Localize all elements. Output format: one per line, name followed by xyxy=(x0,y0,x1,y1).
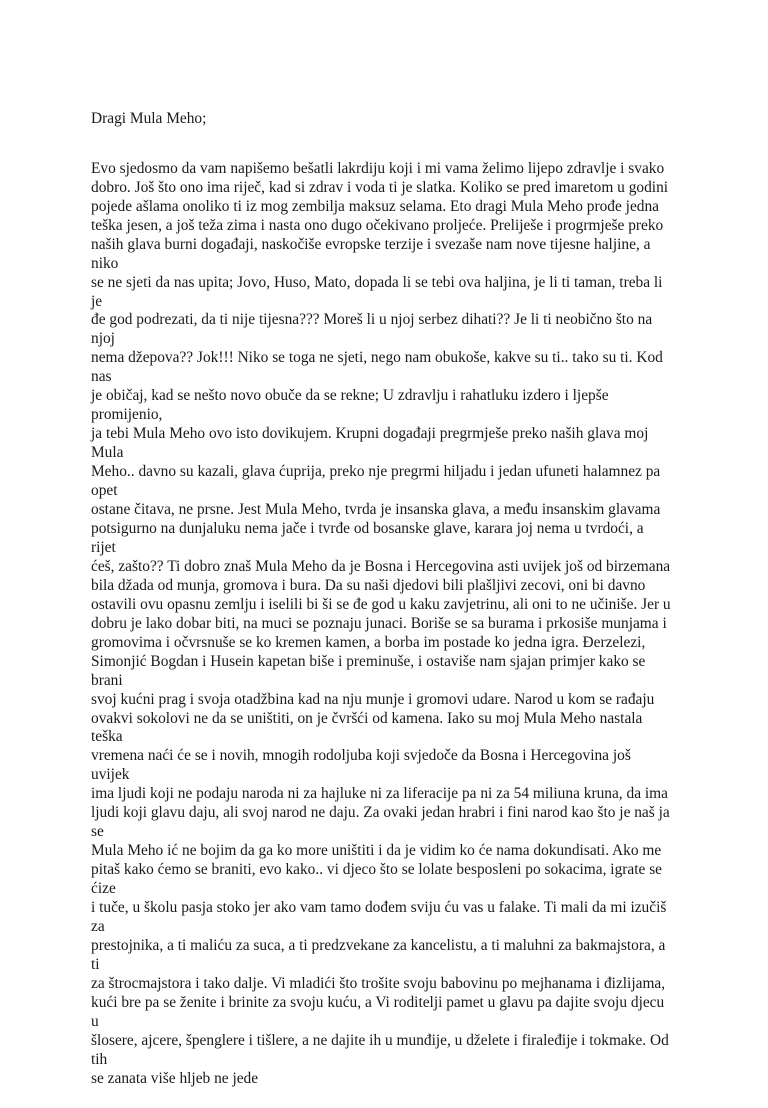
letter-body-line: bila džada od munja, gromova i bura. Da su naši djedovi bili plašljivi zecovi, oni bi davno xyxy=(91,576,646,594)
letter-body-line: ostavili ovu opasnu zemlju i iselili bi ši se đe god u kaku zavjetrinu, ali oni to ne učiniše. Jer u xyxy=(91,595,671,613)
letter-body-line: Evo sjedosmo da vam napišemo bešatli lakrdiju koji i mi vama želimo lijepo zdravlje i svako xyxy=(91,159,665,177)
letter-body xyxy=(91,160,671,1089)
letter-body-line: prestojnika, a ti maliću za suca, a ti predzvekane za kancelistu, a ti maluhni za bakmajstora, a ti xyxy=(91,936,666,973)
letter-body-line: ima ljudi koji ne podaju naroda ni za hajluke ni za liferacije pa ni za 54 miliuna kruna, da ima xyxy=(91,785,668,803)
letter-body-line: je običaj, kad se nešto novo obuče da se rekne; U zdravlju i rahatluku izdero i ljepše promijenio, xyxy=(91,387,609,424)
letter-body-line: Mula Meho ić ne bojim da ga ko more uništiti i da je vidim ko će nama dokundisati. Ako me xyxy=(91,842,662,860)
letter-body-line: đe god podrezati, da ti nije tijesna??? Moreš li u njoj serbez dihati?? Je li ti neobično što na njoj xyxy=(91,311,653,348)
letter-body-line: Simonjić Bogdan i Husein kapetan biše i preminuše, i ostaviše nam sjajan primjer kako se brani xyxy=(91,652,646,689)
letter-body-line: potsigurno na dunjaluku nema jače i tvrđe od bosanske glave, karara joj nema u tvrdoći, a rijet xyxy=(91,519,644,556)
letter-body-line: teška jesen, a još teža zima i nasta ono dugo očekivano proljeće. Preliješe i progrmješe preko xyxy=(91,216,664,234)
letter-body-line: vremena naći će se i novih, mnogih rodoljuba koji svjedoče da Bosna i Hercegovina još uvijek xyxy=(91,747,631,784)
letter-body-line: svoj kućni prag i svoja otadžbina kad na nju munje i gromovi udare. Narod u kom se rađaju xyxy=(91,690,655,708)
letter-content xyxy=(91,91,671,1108)
letter-body-line: naših glava burni događaji, naskočiše evropske terzije i svezaše nam nove tijesne haljine, a niko xyxy=(91,235,651,272)
letter-body-line: dobru je lako dobar biti, na muci se poznaju junaci. Boriše se sa burama i prkosiše munjama i xyxy=(91,614,667,632)
letter-body-line: pitaš kako ćemo se braniti, evo kako.. vi djeco što se lolate besposleni po sokacima, igrate se ćize xyxy=(91,861,663,898)
letter-body-line: za štrocmajstora i tako dalje. Vi mladići što trošite svoju babovinu po mejhanama i đizlijama, xyxy=(91,974,666,992)
letter-body-line: dobro. Još što ono ima riječ, kad si zdrav i voda ti je slatka. Koliko se pred imaretom u godini xyxy=(91,178,669,196)
letter-body-line: šlosere, ajcere, špenglere i tišlere, a ne dajite ih u munđije, u dželete i firaleđije i tokmake. Od tih xyxy=(91,1031,669,1068)
letter-body-line: se ne sjeti da nas upita; Jovo, Huso, Mato, dopada li se tebi ova haljina, je li ti taman, treba li je xyxy=(91,273,663,310)
letter-body-line: gromovima i očvrsnuše se ko kremen kamen, a borba im postade ko jedna igra. Đerzelezi, xyxy=(91,633,646,651)
letter-body-line: ćeš, zašto?? Ti dobro znaš Mula Meho da je Bosna i Hercegovina asti uvijek još od birzemana xyxy=(91,557,671,575)
letter-body-line: ovakvi sokolovi ne da se uništiti, on je čvršći od kamena. Iako su moj Mula Meho nastala teška xyxy=(91,709,643,746)
letter-body-line: se zanata više hljeb ne jede xyxy=(91,1069,259,1087)
letter-body-line: nema džepova?? Jok!!! Niko se toga ne sjeti, nego nam obukoše, kakve su ti.. tako su ti. Kod nas xyxy=(91,349,663,386)
letter-body-line: Meho.. davno su kazali, glava ćuprija, preko nje pregrmi hiljadu i jedan ufuneti halamnez pa opet xyxy=(91,463,661,500)
letter-body-line: pojede ašlama onoliko ti iz mog zembilja maksuz selama. Eto dragi Mula Meho prođe jedna xyxy=(91,197,660,215)
letter-body-line: kući bre pa se ženite i brinite za svoju kuću, a Vi roditelji pamet u glavu pa dajite svoju djecu u xyxy=(91,993,665,1030)
letter-salutation: Dragi Mula Meho; xyxy=(91,109,207,127)
letter-body-line: ljudi koji glavu daju, ali svoj narod ne daju. Za ovaki jedan hrabri i fini narod kao što je naš ja se xyxy=(91,804,670,841)
letter-body-line: ostane čitava, ne prsne. Jest Mula Meho, tvrda je insanska glava, a među insanskim glavama xyxy=(91,501,661,519)
letter-body-line: i tuče, u školu pasja stoko jer ako vam tamo dođem sviju ću vas u falake. Ti mali da mi izučiš za xyxy=(91,899,667,935)
letter-body-line: ja tebi Mula Meho ovo isto dovikujem. Krupni događaji pregrmješe preko naših glava moj Mula xyxy=(91,425,649,462)
